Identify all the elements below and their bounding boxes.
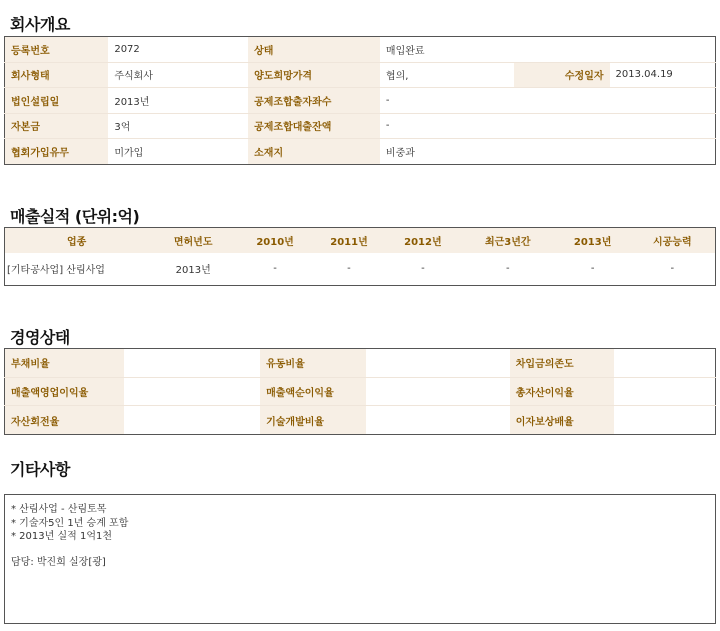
table-row — [5, 349, 716, 378]
desired-price-value: 협의, — [380, 62, 514, 88]
management-title: 경영상태 — [10, 328, 70, 347]
company-overview-table — [4, 36, 716, 165]
location-value: 비중과 — [380, 139, 716, 165]
status-label: 상태 — [248, 37, 380, 63]
table-row — [5, 253, 716, 286]
net-margin-label: 매출액순이익율 — [260, 377, 366, 406]
column-header: 업종 — [5, 228, 149, 253]
management-table — [4, 348, 716, 435]
status-value: 매입완료 — [380, 37, 716, 63]
table-header-row — [5, 228, 716, 253]
misc-title: 기타사항 — [10, 460, 70, 479]
asset-turnover-value — [124, 406, 260, 435]
column-header: 면허년도 — [148, 228, 238, 253]
contact-line: 담당: 박진희 실장[광] — [11, 556, 106, 568]
debt-ratio-value — [124, 349, 260, 378]
table-cell: - — [670, 263, 675, 275]
union-loan-label: 공제조합대출잔액 — [248, 113, 380, 139]
sales-table — [4, 227, 716, 286]
association-value: 미가입 — [108, 139, 248, 165]
established-label: 법인설립일 — [5, 88, 109, 114]
table-row — [5, 62, 716, 88]
table-row — [5, 406, 716, 435]
table-cell: - — [505, 263, 510, 275]
desired-price-label: 양도희망가격 — [248, 62, 380, 88]
borrowing-dependency-label: 차입금의존도 — [510, 349, 614, 378]
roa-value — [614, 377, 716, 406]
operating-margin-value — [124, 377, 260, 406]
table-cell: - — [347, 263, 351, 275]
table-row — [5, 88, 716, 114]
current-ratio-value — [366, 349, 510, 378]
capital-value: 3억 — [108, 113, 248, 139]
rnd-ratio-label: 기술개발비율 — [260, 406, 366, 435]
rnd-ratio-value — [366, 406, 510, 435]
modified-date-value: 2013.04.19 — [610, 62, 716, 88]
sales-title: 매출실적 (단위:억) — [10, 207, 140, 226]
asset-turnover-label: 자산회전율 — [5, 406, 125, 435]
established-value: 2013년 — [108, 88, 248, 114]
net-margin-value — [366, 377, 510, 406]
union-shares-value: - — [380, 88, 716, 114]
capital-label: 자본금 — [5, 113, 109, 139]
interest-coverage-label: 이자보상배율 — [510, 406, 614, 435]
column-header: 2011년 — [312, 228, 386, 253]
union-shares-label: 공제조합출자좌수 — [248, 88, 380, 114]
company-type-label: 회사형태 — [5, 62, 109, 88]
column-header: 2013년 — [556, 228, 630, 253]
union-loan-value: - — [380, 113, 716, 139]
overview-title: 회사개요 — [10, 15, 70, 34]
roa-label: 총자산이익율 — [510, 377, 614, 406]
table-cell: - — [273, 263, 277, 275]
table-row — [5, 377, 716, 406]
table-cell: - — [590, 263, 595, 275]
current-ratio-label: 유동비율 — [260, 349, 366, 378]
table-row — [5, 139, 716, 165]
column-header: 시공능력 — [630, 228, 716, 253]
interest-coverage-value — [614, 406, 716, 435]
operating-margin-label: 매출액영업이익율 — [5, 377, 125, 406]
table-cell: 2013년 — [175, 265, 211, 277]
note-line: * 산림사업 - 산림토목 — [11, 504, 107, 515]
registration-number-label: 등록번호 — [5, 37, 109, 63]
association-label: 협회가입유무 — [5, 139, 109, 165]
company-type-value: 주식회사 — [108, 62, 248, 88]
note-line: * 기술자5인 1년 승계 포함 — [11, 517, 129, 529]
column-header: 2012년 — [386, 228, 460, 253]
note-line: * 2013년 실적 1억1천 — [11, 531, 113, 542]
registration-number-value: 2072 — [108, 37, 248, 63]
borrowing-dependency-value — [614, 349, 716, 378]
modified-date-label: 수정일자 — [514, 62, 610, 88]
table-row — [5, 37, 716, 63]
misc-notes-box — [4, 494, 716, 624]
column-header: 2010년 — [238, 228, 312, 253]
table-cell: [기타공사업] 산림사업 — [7, 265, 105, 277]
table-cell: - — [421, 263, 425, 275]
debt-ratio-label: 부채비율 — [5, 349, 125, 378]
table-row — [5, 113, 716, 139]
location-label: 소재지 — [248, 139, 380, 165]
column-header: 최근3년간 — [460, 228, 556, 253]
